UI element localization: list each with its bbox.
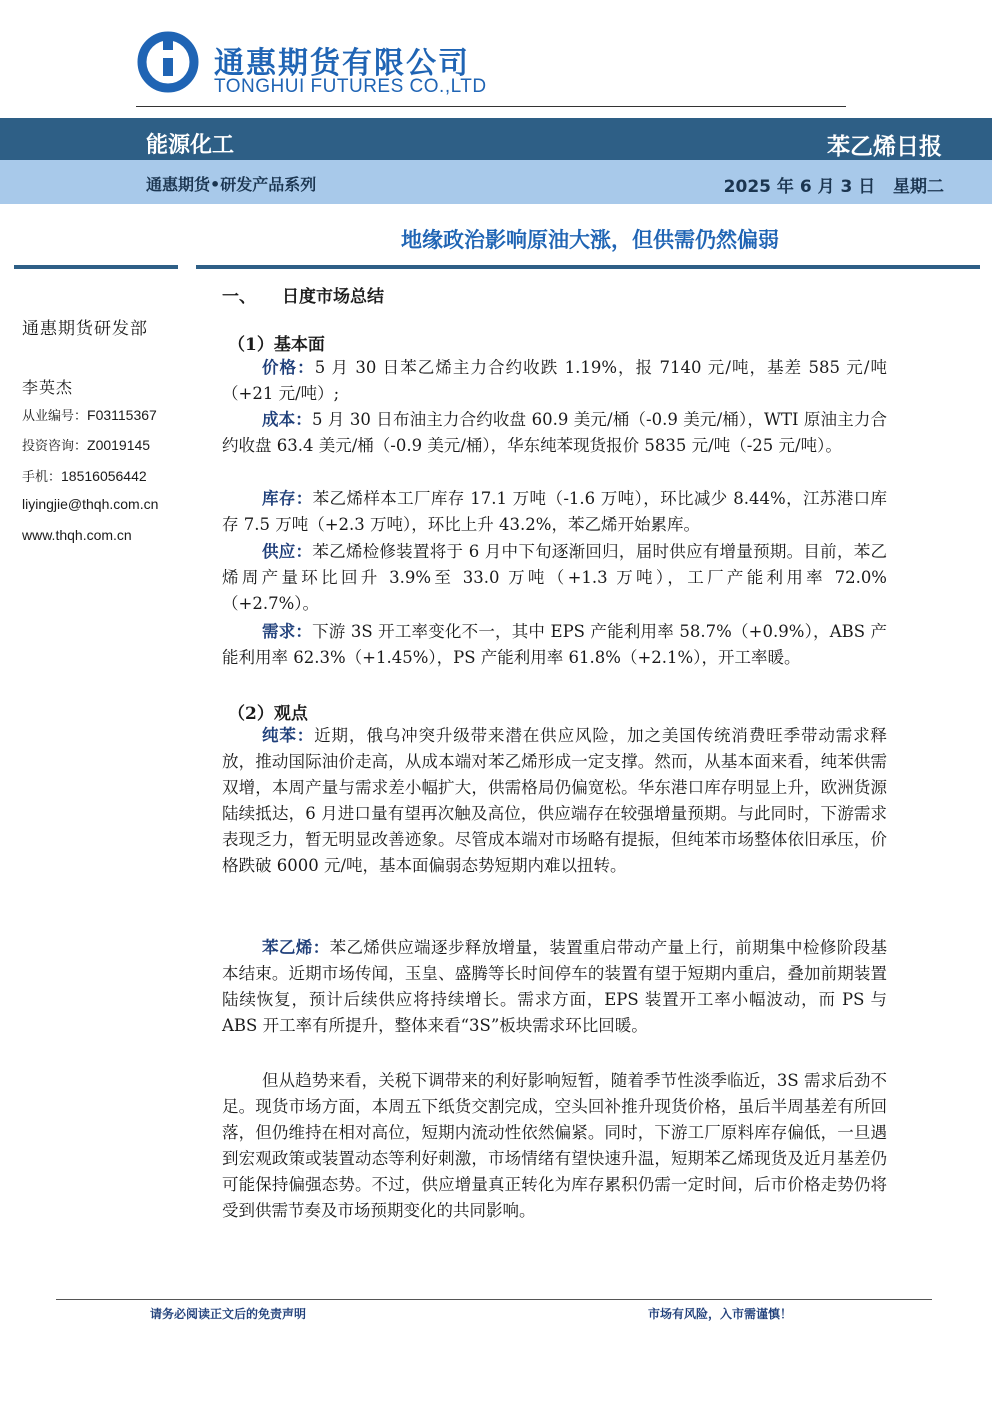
supply-lead: 供应： <box>262 542 313 561</box>
phone-value: 18516056442 <box>61 468 147 484</box>
license-value: F03115367 <box>87 407 157 423</box>
page-title: 地缘政治影响原油大涨，但供需仍然偏弱 <box>401 228 779 252</box>
supply-text: 苯乙烯检修装置将于 6 月中下旬逐渐回归，届时供应有增量预期。目前，苯乙烯周产量环比回升 3.9%至 33.0 万吨（+1.3 万吨），工厂产能利用率 72.0%（+2.7%）。 <box>222 542 887 613</box>
trend-paragraph: 但从趋势来看，关税下调带来的利好影响短暂，随着季节性淡季临近，3S 需求后劲不足。现货市场方面，本周五下纸货交割完成，空头回补推升现货价格，虽后半周基差有所回落，但仍维持在相对高位，短期内流动性依然偏紧。同时，下游工厂原料库存偏低，一旦遇到宏观政策或装置动态等利好刺激，市场情绪有望快速升温，短期苯乙烯现货及近月基差仍可能保持偏强态势。不过，供应增量真正转化为库存累积仍需一定时间，后市价格走势仍将受到供需节奏及市场预期变化的共同影响。 <box>222 1071 887 1220</box>
styrene-paragraph <box>222 935 887 1039</box>
report-date: 2025 年 6 月 3 日 星期二 <box>723 177 944 197</box>
sidebar-rule <box>14 265 178 269</box>
phone-row <box>22 466 147 485</box>
cost-paragraph <box>222 407 887 459</box>
inventory-paragraph <box>222 486 887 538</box>
analyst-name: 李英杰 <box>22 378 74 397</box>
benzene-paragraph <box>222 723 887 879</box>
styrene-lead: 苯乙烯： <box>262 938 330 957</box>
phone-label: 手机： <box>22 470 62 485</box>
section-title: 日度市场总结 <box>282 287 384 307</box>
demand-lead: 需求： <box>262 622 313 641</box>
price-text: 5 月 30 日苯乙烯主力合约收跌 1.19%，报 7140 元/吨，基差 585 元/吨（+21 元/吨）; <box>222 358 887 403</box>
report-name: 苯乙烯日报 <box>827 134 942 160</box>
license-label: 从业编号： <box>22 409 88 424</box>
benzene-lead: 纯苯： <box>262 726 315 745</box>
price-lead: 价格： <box>262 358 315 377</box>
series-label: 通惠期货•研发产品系列 <box>146 175 317 194</box>
supply-paragraph <box>222 539 887 617</box>
footer-divider <box>56 1299 932 1300</box>
price-paragraph <box>222 355 887 407</box>
tonghui-logo-icon <box>136 30 200 94</box>
benzene-text: 近期，俄乌冲突升级带来潜在供应风险，加之美国传统消费旺季带动需求释放，推动国际油价走高，从成本端对苯乙烯形成一定支撑。然而，从基本面来看，纯苯供需双增，本周产量与需求差小幅扩大，供需格局仍偏宽松。华东港口库存明显上升，欧洲货源陆续抵达，6 月进口量有望再次触及高位，供应端存在较强增量预期。与此同时，下游需求表现乏力，暂无明显改善迹象。尽管成本端对市场略有提振，但纯苯市场整体依旧承压，价格跌破 6000 元/吨，基本面偏弱态势短期内难以扭转。 <box>222 726 888 875</box>
sector-label: 能源化工 <box>146 133 235 158</box>
subsection-views: （2）观点 <box>228 704 308 724</box>
advisory-label: 投资咨询： <box>22 439 88 454</box>
disclaimer-note: 请务必阅读正文后的免责声明 <box>150 1307 307 1321</box>
email-link[interactable]: liyingjie@thqh.com.cn <box>22 496 159 512</box>
license-row <box>22 405 157 424</box>
inventory-lead: 库存： <box>262 489 313 508</box>
website-link[interactable]: www.thqh.com.cn <box>22 527 132 543</box>
email-row <box>22 496 158 513</box>
content-rule <box>196 265 980 269</box>
styrene-text: 苯乙烯供应端逐步释放增量，装置重启带动产量上行，前期集中检修阶段基本结束。近期市场传闻，玉皇、盛腾等长时间停车的装置有望于短期内重启，叠加前期装置陆续恢复，预计后续供应将持续增长。需求方面，EPS 装置开工率小幅波动，而 PS 与 ABS 开工率有所提升，整体来看“3S”板块需求环比回暖。 <box>222 938 888 1035</box>
demand-text: 下游 3S 开工率变化不一，其中 EPS 产能利用率 58.7%（+0.9%），ABS 产能利用率 62.3%（+1.45%），PS 产能利用率 61.8%（+2.1%），开工率暖。 <box>222 622 888 667</box>
department-name: 通惠期货研发部 <box>22 319 148 339</box>
company-name-cn: 通惠期货有限公司 <box>214 46 470 81</box>
subsection-fundamentals: （1）基本面 <box>228 335 325 355</box>
demand-paragraph <box>222 619 887 671</box>
company-name-en: TONGHUI FUTURES CO.,LTD <box>214 76 487 97</box>
website-row <box>22 527 132 544</box>
header-divider <box>136 106 846 107</box>
section-number: 一、 <box>222 287 256 307</box>
advisory-value: Z0019145 <box>87 437 151 453</box>
inventory-text: 苯乙烯样本工厂库存 17.1 万吨（-1.6 万吨），环比减少 8.44%，江苏港口库存 7.5 万吨（+2.3 万吨），环比上升 43.2%，苯乙烯开始累库。 <box>222 489 888 534</box>
section-heading <box>222 282 384 307</box>
advisory-row <box>22 435 150 454</box>
risk-note: 市场有风险，入市需谨慎！ <box>648 1307 793 1321</box>
cost-text: 5 月 30 日布油主力合约收盘 60.9 美元/桶（-0.9 美元/桶），WTI 原油主力合约收盘 63.4 美元/桶（-0.9 美元/桶），华东纯苯现货报价 5835 元/吨（-25 元/吨）。 <box>222 410 887 455</box>
cost-lead: 成本： <box>262 410 312 429</box>
